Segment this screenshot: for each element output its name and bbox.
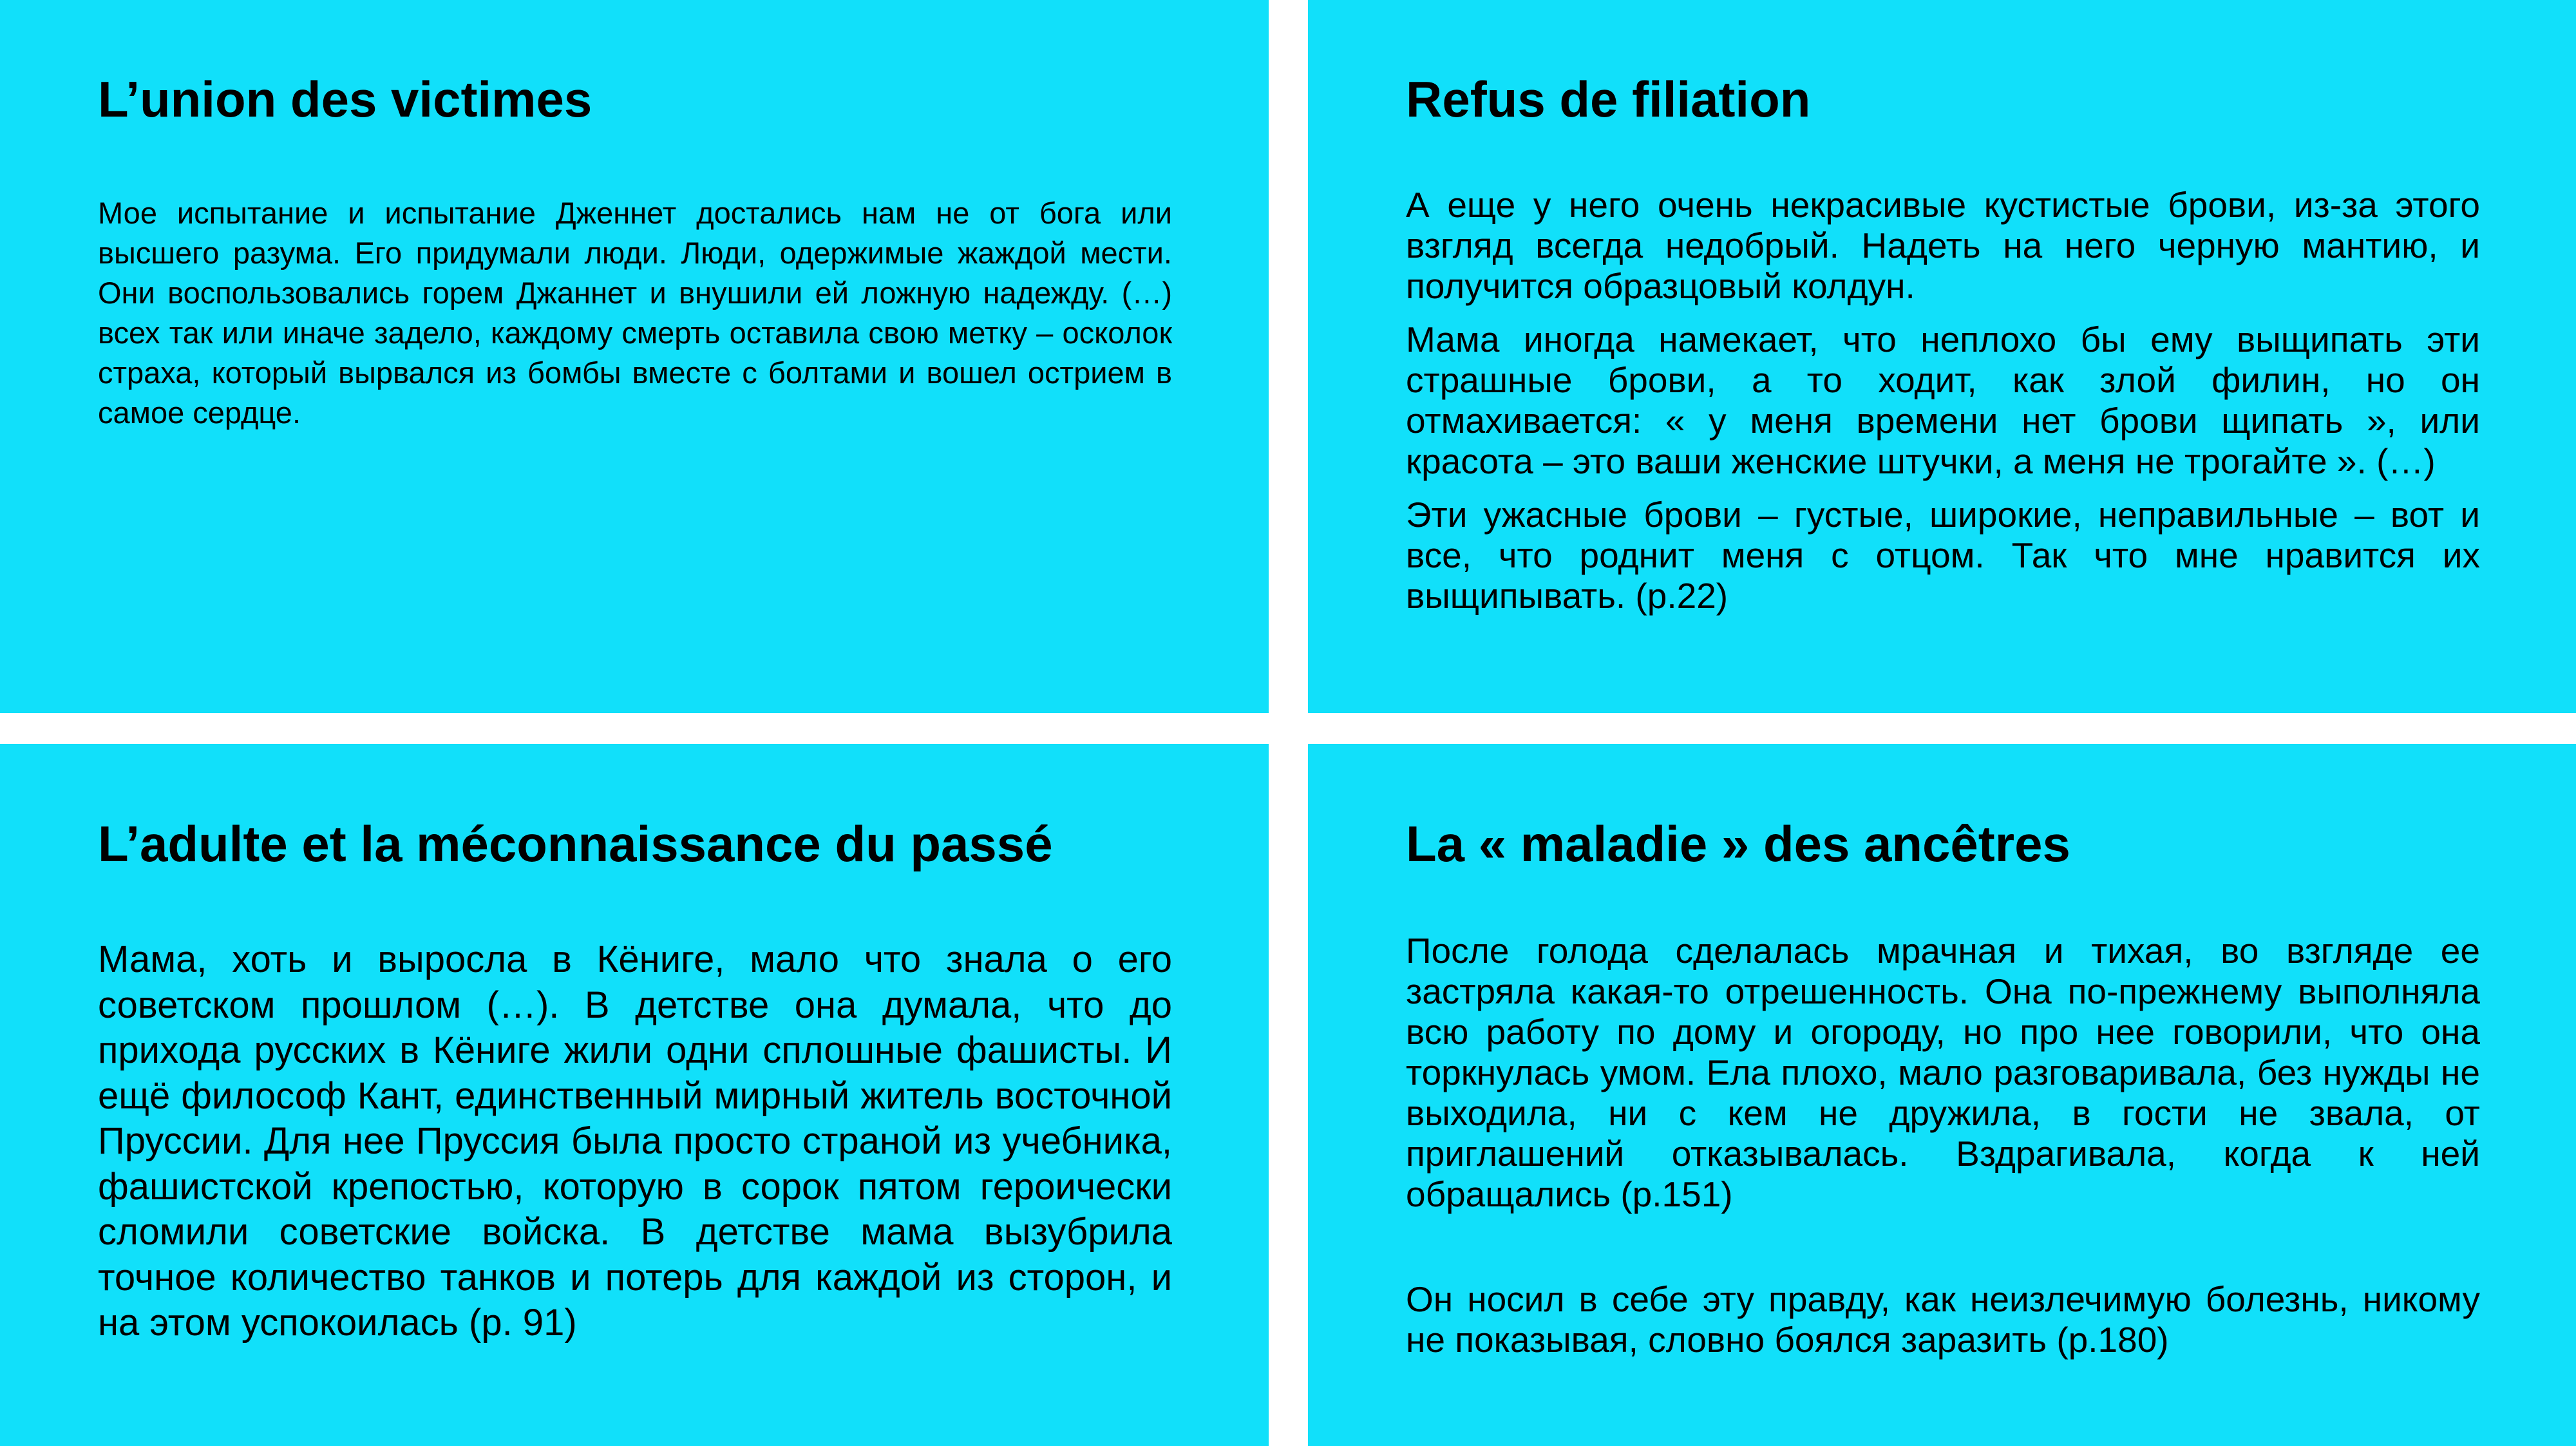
slide-maladie-des-ancetres — [1308, 744, 2576, 1446]
quote-paragraph: Эти ужасные брови – густые, широкие, неправильные – вот и все, что роднит меня с отцом. Так что мне нравится их выщипывать. (p.22) — [1406, 495, 2480, 616]
quote-paragraph: Мама, хоть и выросла в Кёниге, мало что знала о его советском прошлом (…). В детстве она думала, что до прихода русских в Кёниге жили одни сплошные фашисты. И ещё философ Кант, единственный мирный житель восточной Пруссии. Для нее Пруссия была просто страной из учебника, фашистской крепостью, которую в сорок пятом героически сломили советские войска. В детстве мама вызубрила точное количество танков и потерь для каждой из сторон, и на этом успокоилась (p. 91) — [98, 938, 1172, 1344]
slide-title: L’union des victimes — [98, 71, 592, 128]
slide-body — [1406, 931, 2480, 1360]
slide-refus-de-filiation — [1308, 0, 2576, 713]
slide-title: La « maladie » des ancêtres — [1406, 815, 2070, 872]
slide-union-des-victimes — [0, 0, 1269, 713]
quote-paragraph: Мама иногда намекает, что неплохо бы ему выщипать эти страшные брови, а то ходит, как злой филин, но он отмахивается: « у меня времени нет брови щипать », или красота – это ваши женские штучки, а меня не трогайте ». (…) — [1406, 319, 2480, 481]
slide-body — [98, 937, 1172, 1346]
slide-body — [98, 193, 1172, 433]
slide-body — [1406, 185, 2480, 616]
slide-adulte-meconnaissance — [0, 744, 1269, 1446]
quote-paragraph: Мое испытание и испытание Дженнет достались нам не от бога или высшего разума. Его придумали люди. Люди, одержимые жаждой мести. Они воспользовались горем Джаннет и внушили ей ложную надежду. (…) всех так или иначе задело, каждому смерть оставила свою метку – осколок страха, который вырвался из бомбы вместе с болтами и вошел острием в самое сердце. — [98, 196, 1172, 430]
slide-title: Refus de filiation — [1406, 71, 1811, 128]
quote-paragraph: После голода сделалась мрачная и тихая, во взгляде ее застряла какая-то отрешенность. Она по-прежнему выполняла всю работу по дому и огороду, но про нее говорили, что она торкнулась умом. Ела плохо, мало разговаривала, без нужды не выходила, ни с кем не дружила, в гости не звала, от приглашений отказывалась. Вздрагивала, когда к ней обращались (p.151) — [1406, 931, 2480, 1214]
quote-paragraph: Он носил в себе эту правду, как неизлечимую болезнь, никому не показывая, словно боялся заразить (p.180) — [1406, 1279, 2480, 1360]
quote-paragraph: А еще у него очень некрасивые кустистые брови, из-за этого взгляд всегда недобрый. Надеть на него черную мантию, и получится образцовый колдун. — [1406, 185, 2480, 306]
slide-title: L’adulte et la méconnaissance du passé — [98, 815, 1053, 872]
